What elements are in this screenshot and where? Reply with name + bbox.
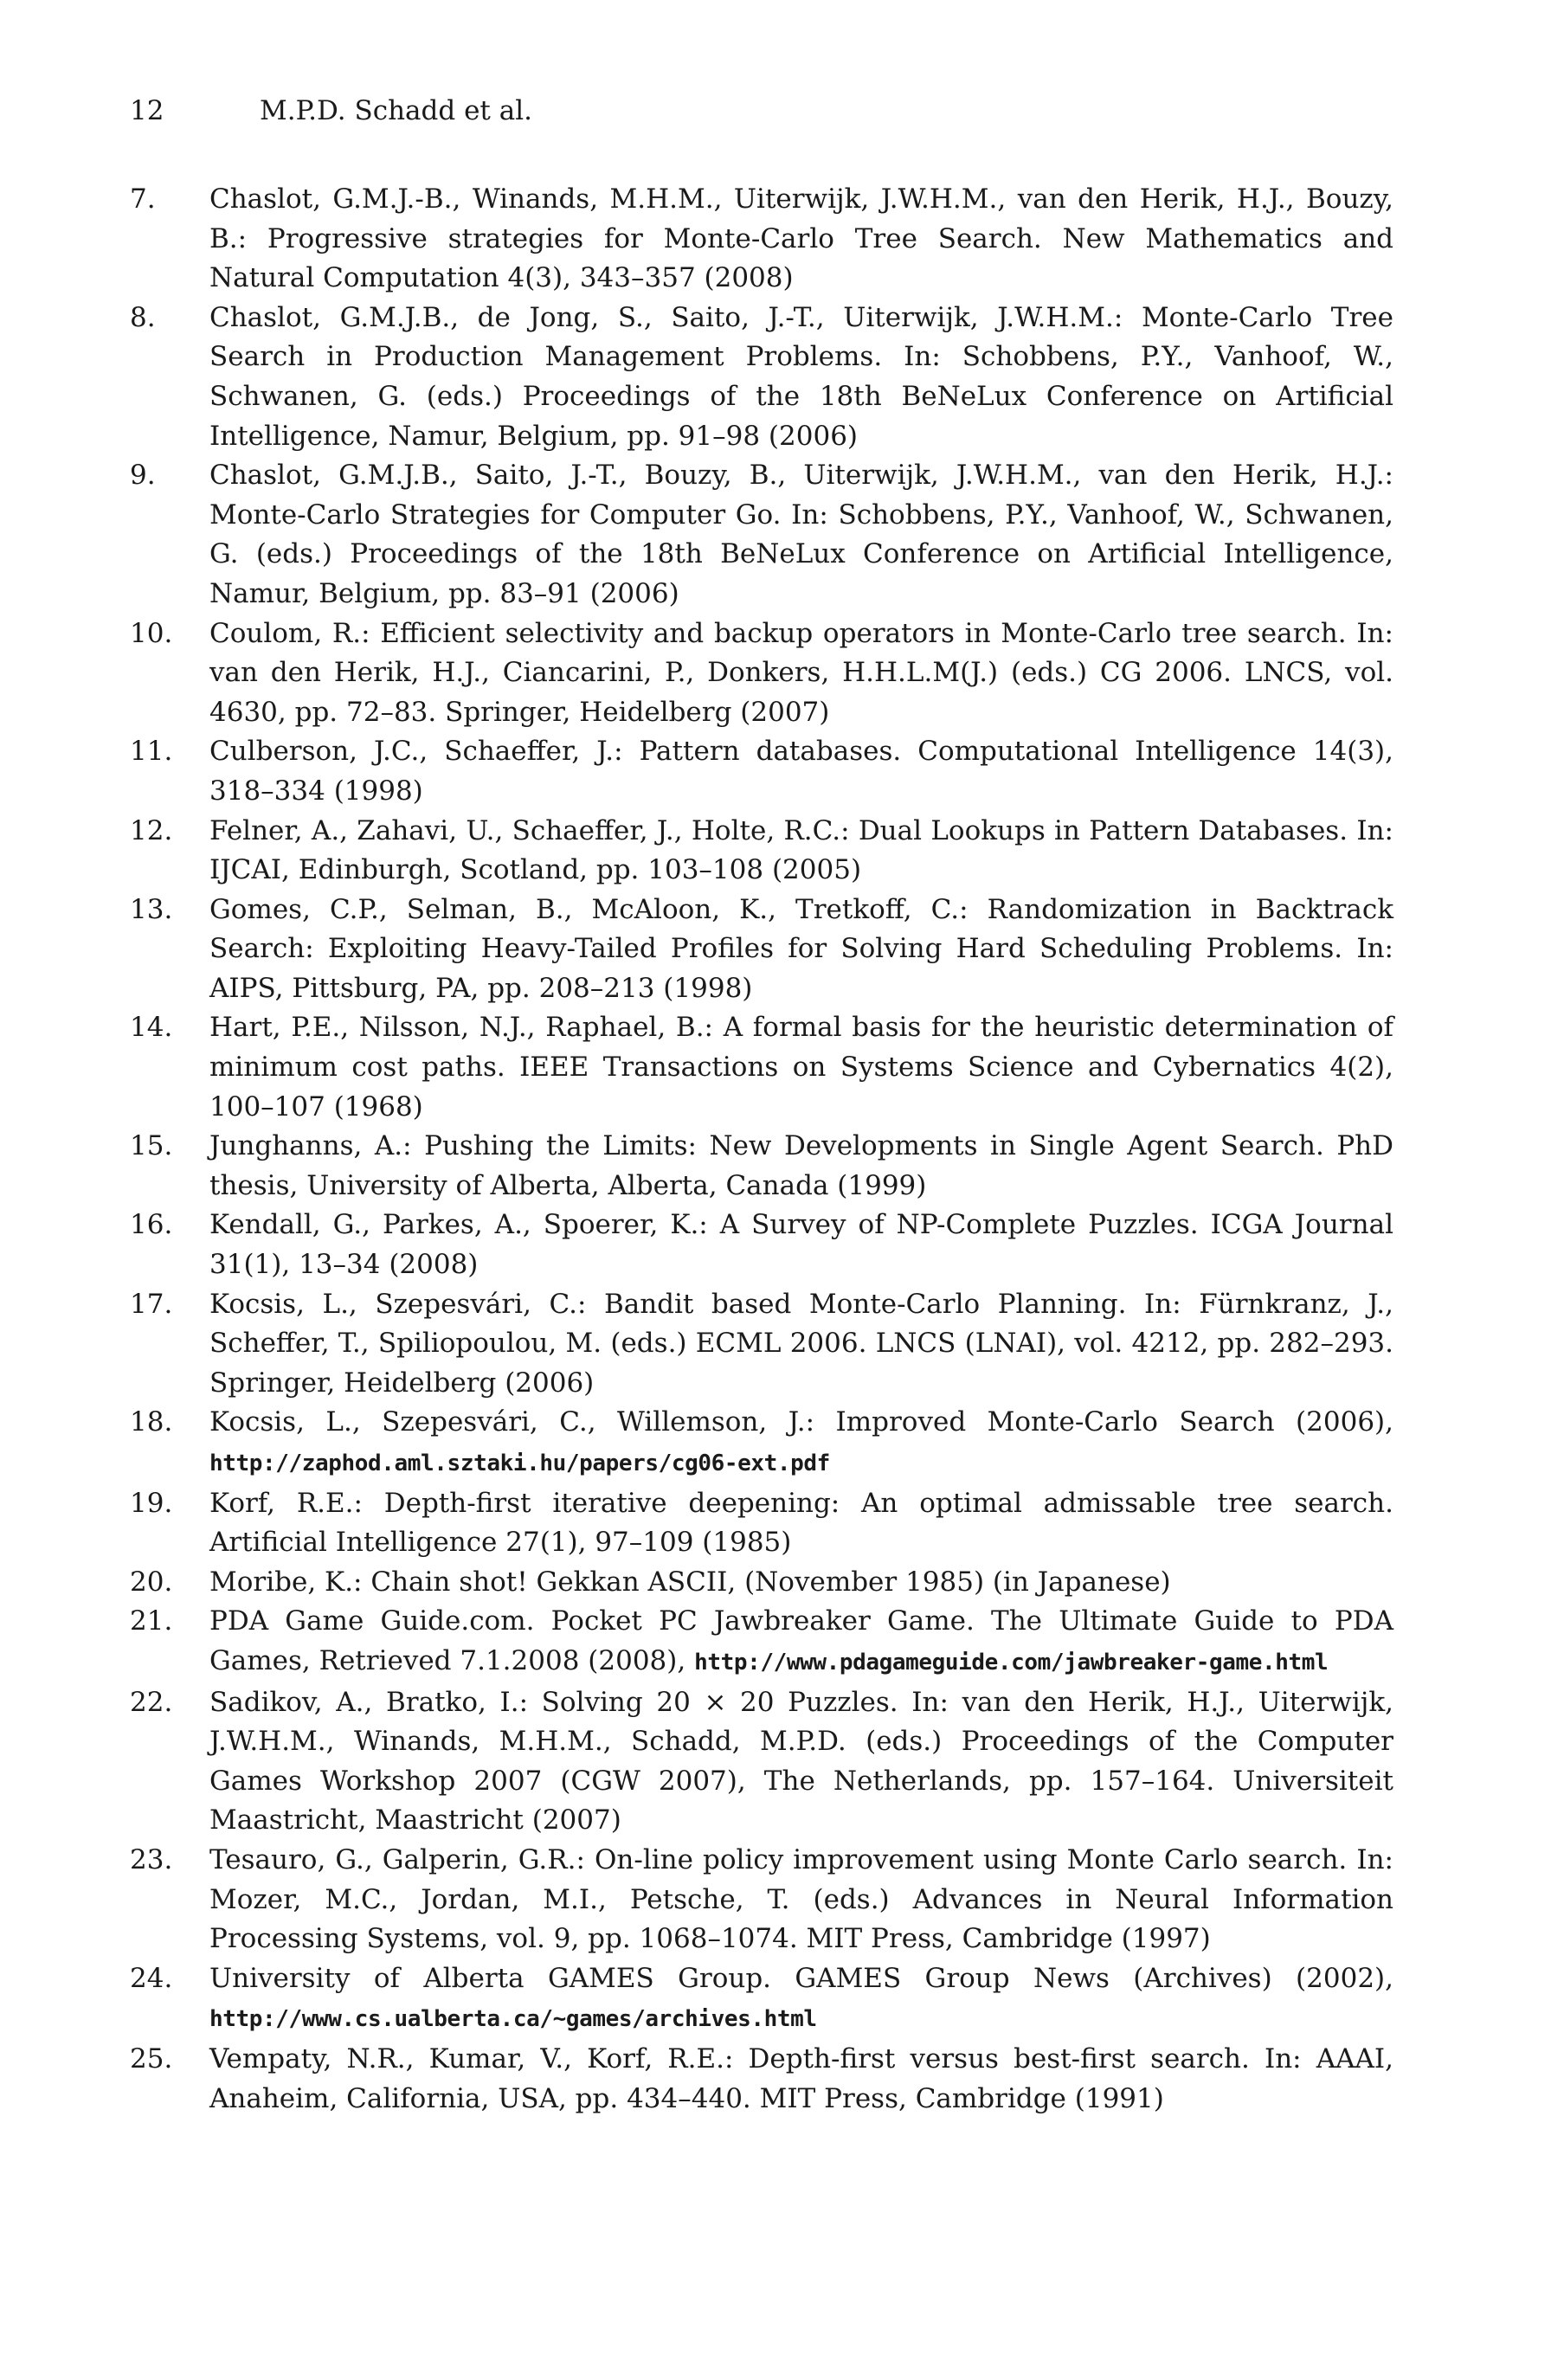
- reference-item: [130, 180, 1393, 299]
- reference-text: Vempaty, N.R., Kumar, V., Korf, R.E.: Depth-first versus best-first search. In: AAAI, Anaheim, California, USA, pp. 434–440. MIT Press, Cambridge (1991): [209, 2042, 1393, 2114]
- reference-text: Culberson, J.C., Schaeffer, J.: Pattern databases. Computational Intelligence 14(3), 318–334 (1998): [209, 736, 1393, 807]
- reference-text: Chaslot, G.M.J.B., Saito, J.-T., Bouzy, B., Uiterwijk, J.W.H.M., van den Herik, H.J.: Monte-Carlo Strategies for Computer Go. In: Schobbens, P.Y., Vanhoof, W., Schwanen, G. (eds.) Proceedings of the 18th BeNeLux Conference on Artificial Intelligence, Namur, Belgium, pp. 83–91 (2006): [209, 460, 1393, 609]
- reference-number: 11.: [130, 736, 173, 768]
- reference-text: University of Alberta GAMES Group. GAMES Group News (Archives) (2002),: [209, 1962, 1393, 1994]
- reference-text: Korf, R.E.: Depth-first iterative deepening: An optimal admissable tree search. Artificial Intelligence 27(1), 97–109 (1985): [209, 1487, 1393, 1559]
- reference-item: [130, 2040, 1393, 2119]
- reference-text: Chaslot, G.M.J.-B., Winands, M.H.M., Uiterwijk, J.W.H.M., van den Herik, H.J., Bouzy, B.: Progressive strategies for Monte-Carlo Tree Search. New Mathematics and Natural Computation 4(3), 343–357 (2008): [209, 183, 1393, 294]
- reference-item: [130, 1563, 1393, 1603]
- reference-number: 9.: [130, 460, 156, 492]
- reference-item: [130, 812, 1393, 891]
- reference-text: Kocsis, L., Szepesvári, C., Willemson, J.: Improved Monte-Carlo Search (2006),: [209, 1406, 1393, 1438]
- reference-text: Moribe, K.: Chain shot! Gekkan ASCII, (November 1985) (in Japanese): [209, 1566, 1171, 1598]
- running-head-authors: M.P.D. Schadd et al.: [260, 95, 532, 126]
- reference-item: [130, 614, 1393, 733]
- reference-text: Coulom, R.: Efficient selectivity and backup operators in Monte-Carlo tree search. In: van den Herik, H.J., Ciancarini, P., Donkers, H.H.L.M(J.) (eds.) CG 2006. LNCS, vol. 4630, pp. 72–83. Springer, Heidelberg (2007): [209, 617, 1393, 728]
- reference-item: [130, 732, 1393, 811]
- reference-url[interactable]: http://zaphod.aml.sztaki.hu/papers/cg06-ext.pdf: [209, 1451, 830, 1476]
- reference-text: Tesauro, G., Galperin, G.R.: On-line policy improvement using Monte Carlo search. In: Mozer, M.C., Jordan, M.I., Petsche, T. (eds.) Advances in Neural Information Processing Systems, vol. 9, pp. 1068–1074. MIT Press, Cambridge (1997): [209, 1843, 1393, 1955]
- reference-number: 12.: [130, 814, 173, 846]
- reference-number: 16.: [130, 1209, 173, 1241]
- reference-url[interactable]: http://www.pdagameguide.com/jawbreaker-game.html: [694, 1649, 1329, 1676]
- reference-item: [130, 456, 1393, 614]
- reference-number: 15.: [130, 1130, 173, 1162]
- reference-number: 24.: [130, 1962, 173, 1994]
- reference-text: Kocsis, L., Szepesvári, C.: Bandit based Monte-Carlo Planning. In: Fürnkranz, J., Scheffer, T., Spiliopoulou, M. (eds.) ECML 2006. LNCS (LNAI), vol. 4212, pp. 282–293. Springer, Heidelberg (2006): [209, 1288, 1393, 1399]
- reference-list: [130, 180, 1393, 2119]
- reference-number: 13.: [130, 893, 173, 925]
- reference-item: [130, 1484, 1393, 1563]
- reference-text: Sadikov, A., Bratko, I.: Solving 20 × 20 Puzzles. In: van den Herik, H.J., Uiterwijk, J.W.H.M., Winands, M.H.M., Schadd, M.P.D. (eds.) Proceedings of the Computer Games Workshop 2007 (CGW 2007), The Netherlands, pp. 157–164. Universiteit Maastricht, Maastricht (2007): [209, 1686, 1393, 1836]
- reference-item: [130, 1959, 1393, 2040]
- reference-item: [130, 1683, 1393, 1841]
- reference-number: 17.: [130, 1288, 173, 1320]
- reference-item: [130, 1403, 1393, 1483]
- reference-text: PDA Game Guide.com. Pocket PC Jawbreaker Game. The Ultimate Guide to PDA Games, Retrieved 7.1.2008 (2008),: [209, 1605, 1393, 1676]
- running-head: [130, 93, 532, 128]
- reference-number: 10.: [130, 617, 173, 649]
- reference-item: [130, 1127, 1393, 1206]
- reference-number: 8.: [130, 301, 156, 333]
- reference-number: 7.: [130, 183, 156, 215]
- reference-item: [130, 1206, 1393, 1284]
- reference-text: Junghanns, A.: Pushing the Limits: New Developments in Single Agent Search. PhD thesis, University of Alberta, Alberta, Canada (1999): [209, 1130, 1393, 1201]
- reference-text: Chaslot, G.M.J.B., de Jong, S., Saito, J.-T., Uiterwijk, J.W.H.M.: Monte-Carlo Tree Search in Production Management Problems. In: Schobbens, P.Y., Vanhoof, W., Schwanen, G. (eds.) Proceedings of the 18th BeNeLux Conference on Artificial Intelligence, Namur, Belgium, pp. 91–98 (2006): [209, 301, 1393, 452]
- page-number: 12: [130, 95, 164, 126]
- reference-text: Hart, P.E., Nilsson, N.J., Raphael, B.: A formal basis for the heuristic determination of minimum cost paths. IEEE Transactions on Systems Science and Cybernatics 4(2), 100–107 (1968): [209, 1012, 1393, 1122]
- reference-number: 22.: [130, 1686, 173, 1718]
- reference-number: 25.: [130, 2042, 173, 2074]
- reference-text: Felner, A., Zahavi, U., Schaeffer, J., Holte, R.C.: Dual Lookups in Pattern Databases. In: IJCAI, Edinburgh, Scotland, pp. 103–108 (2005): [209, 814, 1393, 886]
- reference-item: [130, 299, 1393, 456]
- reference-number: 23.: [130, 1843, 173, 1875]
- reference-number: 20.: [130, 1566, 173, 1598]
- reference-item: [130, 1008, 1393, 1127]
- reference-item: [130, 1285, 1393, 1404]
- reference-item: [130, 1602, 1393, 1682]
- reference-text: Kendall, G., Parkes, A., Spoerer, K.: A Survey of NP-Complete Puzzles. ICGA Journal 31(1), 13–34 (2008): [209, 1209, 1393, 1281]
- reference-number: 14.: [130, 1012, 173, 1044]
- reference-number: 18.: [130, 1406, 173, 1438]
- reference-number: 19.: [130, 1487, 173, 1519]
- reference-text: Gomes, C.P., Selman, B., McAloon, K., Tretkoff, C.: Randomization in Backtrack Search: Exploiting Heavy-Tailed Profiles for Solving Hard Scheduling Problems. In: AIPS, Pittsburg, PA, pp. 208–213 (1998): [209, 893, 1393, 1004]
- reference-item: [130, 891, 1393, 1009]
- reference-item: [130, 1841, 1393, 1959]
- reference-url[interactable]: http://www.cs.ualberta.ca/~games/archives.html: [209, 2006, 817, 2033]
- reference-number: 21.: [130, 1605, 173, 1637]
